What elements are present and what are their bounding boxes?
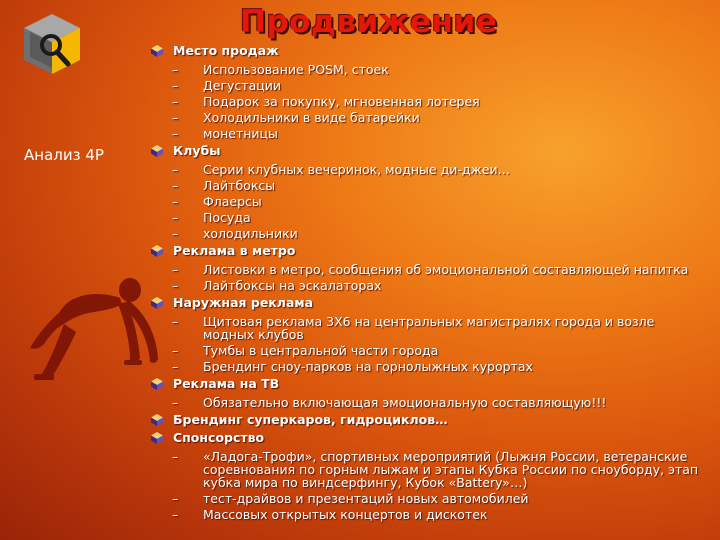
section xyxy=(150,294,708,373)
dash-marker: – xyxy=(172,507,179,522)
sub-item xyxy=(150,211,708,224)
section-heading-text: Реклама на ТВ xyxy=(173,375,280,391)
section-heading xyxy=(150,142,708,160)
sub-item-text: холодильники xyxy=(203,226,298,241)
sub-item xyxy=(150,508,708,521)
dash-marker: – xyxy=(172,62,179,77)
dash-marker: – xyxy=(172,278,179,293)
sub-item-text: Брендинг сноу-парков на горнолыжных курортах xyxy=(203,359,533,374)
bullet-list xyxy=(150,42,708,523)
sub-item-text: Холодильники в виде батарейки xyxy=(203,110,420,125)
sub-item-text: Лайтбоксы xyxy=(203,178,276,193)
sub-item xyxy=(150,195,708,208)
dash-marker: – xyxy=(172,226,179,241)
dash-marker: – xyxy=(172,449,179,464)
sub-item-text: тест-драйвов и презентаций новых автомобилей xyxy=(203,491,529,506)
section-heading-text: Реклама в метро xyxy=(173,242,296,258)
sub-item-text: Посуда xyxy=(203,210,251,225)
cube-bullet-icon xyxy=(150,144,164,158)
cube-bullet-icon xyxy=(150,296,164,310)
cube-bullet-icon xyxy=(150,377,164,391)
section-heading-text: Брендинг суперкаров, гидроциклов… xyxy=(173,411,448,427)
slide-title: Продвижение xyxy=(240,4,498,40)
dash-marker: – xyxy=(172,314,179,329)
section xyxy=(150,142,708,240)
cube-bullet-icon xyxy=(150,244,164,258)
section-heading-text: Место продаж xyxy=(173,42,279,58)
section-heading xyxy=(150,294,708,312)
dash-marker: – xyxy=(172,210,179,225)
dash-marker: – xyxy=(172,343,179,358)
sub-item xyxy=(150,344,708,357)
section xyxy=(150,411,708,429)
dash-marker: – xyxy=(172,262,179,277)
section-heading-text: Спонсорство xyxy=(173,429,265,445)
sub-item xyxy=(150,63,708,76)
cube-bullet-icon xyxy=(150,44,164,58)
section-heading xyxy=(150,42,708,60)
dash-marker: – xyxy=(172,395,179,410)
sub-item xyxy=(150,127,708,140)
sub-item xyxy=(150,95,708,108)
sub-item xyxy=(150,360,708,373)
section xyxy=(150,429,708,521)
sub-item-text: Массовых открытых концертов и дискотек xyxy=(203,507,488,522)
sub-item-text: Использование POSM, стоек xyxy=(203,62,389,77)
dash-marker: – xyxy=(172,491,179,506)
side-label: Анализ 4Р xyxy=(24,146,104,164)
sub-item xyxy=(150,279,708,292)
sub-item-text: Щитовая реклама 3Х6 на центральных магистралях города и возле модных клубов xyxy=(203,314,655,342)
section-heading-text: Клубы xyxy=(173,142,221,158)
section-heading xyxy=(150,242,708,260)
cube-magnifier-logo xyxy=(22,12,82,76)
sub-item xyxy=(150,227,708,240)
dash-marker: – xyxy=(172,94,179,109)
sub-item xyxy=(150,315,708,341)
sub-item xyxy=(150,396,708,409)
dash-marker: – xyxy=(172,78,179,93)
section xyxy=(150,375,708,409)
section xyxy=(150,242,708,292)
sprinter-silhouette xyxy=(18,262,168,392)
sub-item-text: Листовки в метро, сообщения об эмоциональной составляющей напитка xyxy=(203,262,689,277)
dash-marker: – xyxy=(172,110,179,125)
sub-item xyxy=(150,111,708,124)
cube-bullet-icon xyxy=(150,431,164,445)
sub-item xyxy=(150,263,708,276)
dash-marker: – xyxy=(172,162,179,177)
sub-item-text: монетницы xyxy=(203,126,278,141)
sub-item-text: Лайтбоксы на эскалаторах xyxy=(203,278,382,293)
cube-bullet-icon xyxy=(150,413,164,427)
sub-item-text: Подарок за покупку, мгновенная лотерея xyxy=(203,94,480,109)
sub-item xyxy=(150,179,708,192)
sub-item xyxy=(150,492,708,505)
sub-item-text: Серии клубных вечеринок, модные ди-джеи… xyxy=(203,162,511,177)
section xyxy=(150,42,708,140)
sub-item xyxy=(150,450,708,489)
dash-marker: – xyxy=(172,359,179,374)
section-heading-text: Наружная реклама xyxy=(173,294,314,310)
dash-marker: – xyxy=(172,126,179,141)
sub-item xyxy=(150,163,708,176)
sub-item-text: Дегустации xyxy=(203,78,281,93)
sub-item-text: Флаерсы xyxy=(203,194,262,209)
dash-marker: – xyxy=(172,178,179,193)
section-heading xyxy=(150,429,708,447)
sub-item xyxy=(150,79,708,92)
section-heading xyxy=(150,375,708,393)
dash-marker: – xyxy=(172,194,179,209)
sub-item-text: Обязательно включающая эмоциональную составляющую!!! xyxy=(203,395,607,410)
sub-item-text: «Ладога-Трофи», спортивных мероприятий (Лыжня России, ветеранские соревнования по горным лыжам и этапы Кубка России по сноуборду, этап кубка мира по виндсерфингу, Кубок «Battery»…) xyxy=(203,449,699,490)
sub-item-text: Тумбы в центральной части города xyxy=(203,343,439,358)
section-heading xyxy=(150,411,708,429)
